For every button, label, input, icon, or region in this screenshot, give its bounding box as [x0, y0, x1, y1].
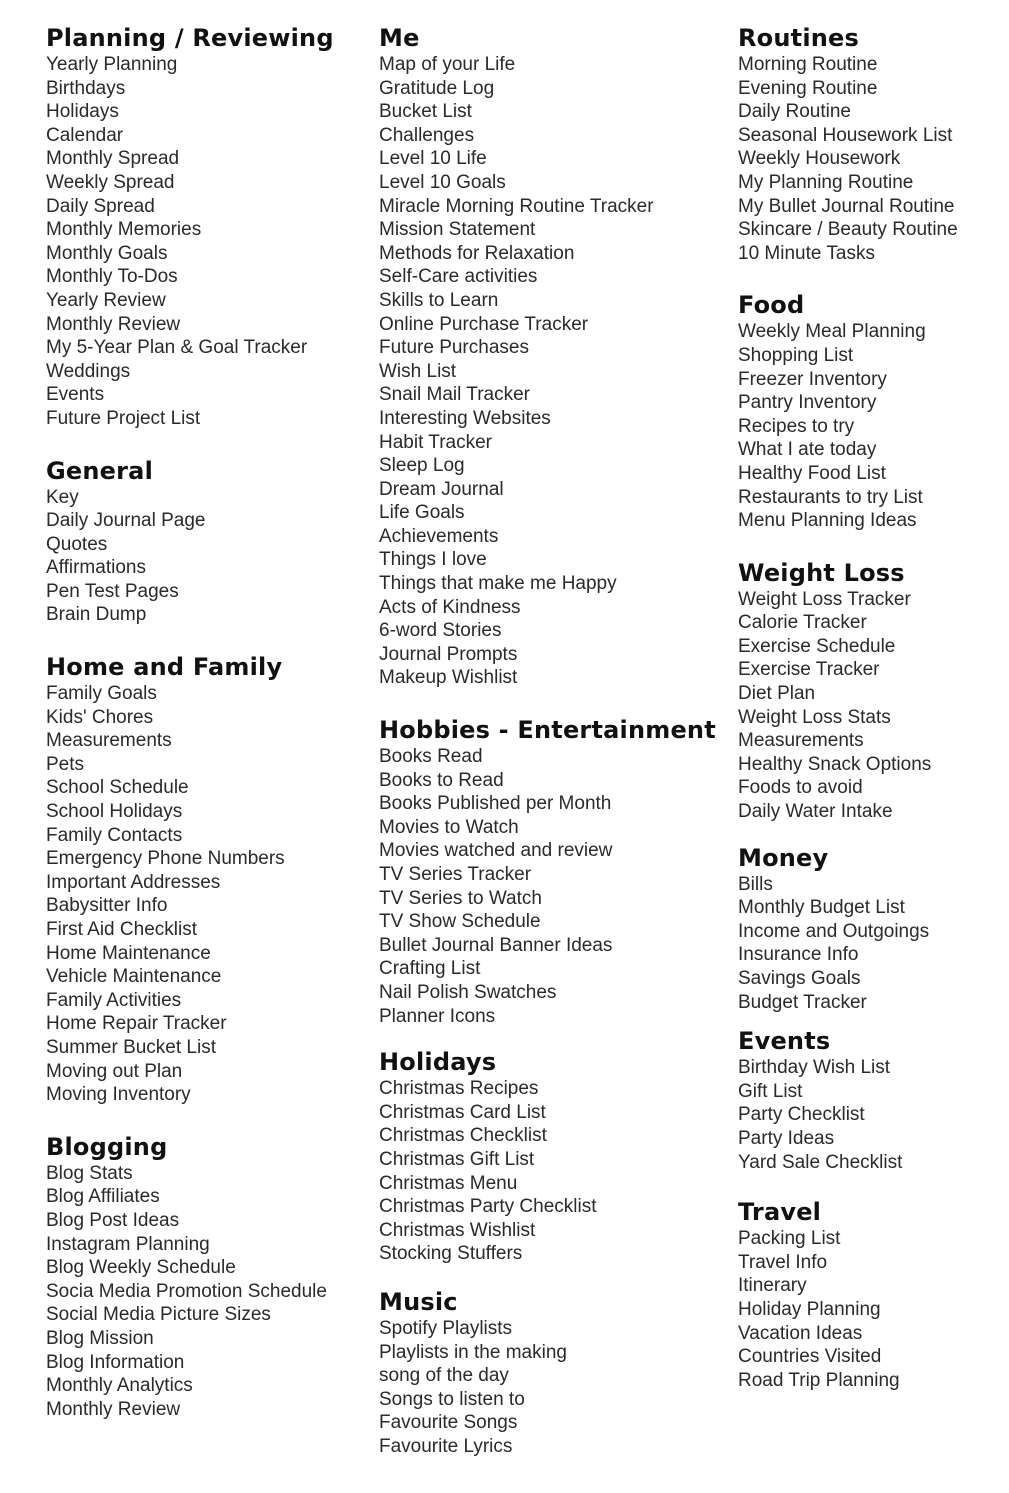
list-item: Yard Sale Checklist: [738, 1151, 903, 1173]
list-item: Makeup Wishlist: [379, 667, 518, 689]
list-item: Menu Planning Ideas: [738, 510, 917, 532]
list-item: Moving out Plan: [46, 1060, 183, 1082]
list-item: Crafting List: [379, 958, 481, 980]
section-blogging: [46, 1133, 386, 1422]
list-item: Brain Dump: [46, 604, 147, 626]
item-list: [738, 320, 1008, 532]
list-item: Favourite Lyrics: [379, 1435, 513, 1457]
list-item: Packing List: [738, 1228, 841, 1250]
list-item: Acts of Kindness: [379, 596, 521, 618]
list-item: Blog Mission: [46, 1327, 154, 1349]
list-item: Daily Routine: [738, 101, 851, 123]
section-heading: Me: [379, 24, 420, 52]
section-heading: Events: [738, 1027, 831, 1056]
list-item: Sleep Log: [379, 455, 465, 477]
list-item: Savings Goals: [738, 968, 861, 989]
list-item: My Bullet Journal Routine: [738, 195, 955, 217]
list-item: Babysitter Info: [46, 895, 168, 917]
list-item: Healthy Food List: [738, 462, 886, 484]
list-item: Songs to listen to: [379, 1388, 525, 1410]
item-list: [738, 53, 1008, 265]
list-item: Shopping List: [738, 344, 854, 366]
list-item: Wish List: [379, 360, 457, 382]
list-item: Pets: [46, 753, 85, 775]
list-item: Things that make me Happy: [379, 573, 617, 595]
section-routines: [738, 24, 1008, 265]
section-heading: Holidays: [379, 1048, 497, 1077]
list-item: Party Checklist: [738, 1104, 865, 1126]
list-item: Party Ideas: [738, 1127, 835, 1149]
list-item: Methods for Relaxation: [379, 242, 575, 264]
section-heading: Hobbies - Entertainment: [379, 716, 716, 745]
list-item: Weight Loss Stats: [738, 706, 891, 728]
list-item: Home Repair Tracker: [46, 1013, 227, 1035]
column-3: [738, 24, 1008, 1392]
section-weight-loss: [738, 559, 1008, 824]
list-item: Monthly Spread: [46, 148, 180, 170]
section-heading: Music: [379, 1287, 458, 1316]
list-item: Instagram Planning: [46, 1233, 210, 1255]
section-planning-reviewing: [46, 24, 386, 431]
list-item: Level 10 Goals: [379, 171, 506, 193]
list-item: Spotify Playlists: [379, 1317, 513, 1339]
list-item: Journal Prompts: [379, 643, 518, 665]
list-item: Monthly Review: [46, 313, 181, 335]
list-item: Important Addresses: [46, 871, 221, 893]
list-item: Interesting Websites: [379, 407, 551, 429]
list-item: Miracle Morning Routine Tracker: [379, 195, 654, 217]
section-heading: Money: [738, 843, 829, 872]
list-item: First Aid Checklist: [46, 919, 197, 940]
list-item: Pantry Inventory: [738, 392, 877, 414]
list-item: Favourite Songs: [379, 1412, 518, 1434]
section-money: [738, 844, 1008, 1015]
list-item: Budget Tracker: [738, 991, 867, 1013]
list-item: Calorie Tracker: [738, 612, 867, 634]
item-list: [46, 1162, 386, 1422]
list-item: Nail Polish Swatches: [379, 981, 557, 1003]
list-item: Diet Plan: [738, 683, 816, 705]
list-item: Daily Journal Page: [46, 510, 206, 532]
column-2: [379, 24, 719, 1458]
list-item: 6-word Stories: [379, 620, 502, 642]
list-item: Exercise Schedule: [738, 635, 896, 657]
list-item: Playlists in the making: [379, 1341, 567, 1363]
list-item: Blog Post Ideas: [46, 1209, 180, 1231]
list-item: Recipes to try: [738, 415, 855, 437]
list-item: Online Purchase Tracker: [379, 313, 589, 335]
list-item: Holiday Planning: [738, 1298, 881, 1320]
list-item: Quotes: [46, 533, 108, 555]
item-list: [46, 682, 386, 1107]
section-heading: Home and Family: [46, 653, 283, 682]
list-item: Vehicle Maintenance: [46, 966, 222, 988]
list-item: Future Project List: [46, 407, 201, 429]
list-item: My Planning Routine: [738, 171, 914, 193]
list-item: Daily Water Intake: [738, 801, 893, 823]
item-list: [379, 53, 719, 690]
list-item: TV Series Tracker: [379, 864, 532, 885]
list-item: Books Published per Month: [379, 793, 612, 815]
item-list: [379, 1077, 719, 1266]
list-item: 10 Minute Tasks: [738, 242, 875, 264]
list-item: Events: [46, 384, 105, 406]
list-item: TV Series to Watch: [379, 887, 542, 909]
section-events: [738, 1027, 1008, 1174]
list-item: Movies to Watch: [379, 816, 519, 838]
list-item: Kids' Chores: [46, 706, 154, 728]
section-heading: General: [46, 456, 153, 485]
list-item: Christmas Gift List: [379, 1148, 535, 1170]
column-1: [46, 24, 386, 1421]
list-item: Bills: [738, 873, 773, 895]
list-item: Challenges: [379, 124, 475, 146]
list-item: My 5-Year Plan & Goal Tracker: [46, 337, 308, 359]
list-item: Weekly Housework: [738, 148, 901, 170]
section-travel: [738, 1198, 1008, 1392]
section-heading: Weight Loss: [738, 558, 905, 587]
list-item: Restaurants to try List: [738, 486, 923, 508]
list-item: Measurements: [738, 730, 864, 752]
list-item: Measurements: [46, 730, 172, 752]
section-heading: Food: [738, 291, 805, 320]
list-item: Life Goals: [379, 502, 465, 524]
list-item: What I ate today: [738, 439, 877, 461]
list-item: Monthly Review: [46, 1398, 181, 1420]
list-item: Itinerary: [738, 1275, 807, 1297]
section-music: [379, 1288, 719, 1459]
list-item: Map of your Life: [379, 54, 516, 75]
list-item: Family Goals: [46, 683, 157, 705]
section-heading: Planning / Reviewing: [46, 24, 334, 52]
section-food: [738, 291, 1008, 532]
section-heading: Blogging: [46, 1132, 168, 1161]
list-item: Skincare / Beauty Routine: [738, 219, 958, 241]
list-item: Weekly Spread: [46, 171, 175, 193]
list-item: Christmas Checklist: [379, 1125, 547, 1147]
list-item: Skills to Learn: [379, 289, 499, 311]
list-item: Gratitude Log: [379, 77, 495, 99]
list-item: Healthy Snack Options: [738, 753, 932, 775]
list-item: Income and Outgoings: [738, 920, 930, 942]
list-item: Freezer Inventory: [738, 368, 887, 390]
list-item: Planner Icons: [379, 1005, 496, 1027]
item-list: [738, 1227, 1008, 1392]
list-item: Socia Media Promotion Schedule: [46, 1280, 327, 1302]
list-item: Blog Affiliates: [46, 1186, 160, 1208]
list-item: Mission Statement: [379, 219, 536, 241]
section-general: [46, 457, 386, 628]
item-list: [379, 745, 719, 1028]
list-item: Yearly Planning: [46, 54, 178, 75]
list-item: Emergency Phone Numbers: [46, 848, 285, 870]
list-item: Exercise Tracker: [738, 659, 880, 681]
list-item: Daily Spread: [46, 195, 155, 217]
section-holidays: [379, 1048, 719, 1266]
list-item: Self-Care activities: [379, 266, 538, 288]
list-item: TV Show Schedule: [379, 911, 541, 933]
section-hobbies-entertainment: [379, 716, 719, 1028]
list-item: Birthday Wish List: [738, 1057, 891, 1079]
list-item: Countries Visited: [738, 1346, 882, 1368]
list-item: Christmas Party Checklist: [379, 1196, 597, 1218]
list-item: Gift List: [738, 1080, 803, 1102]
list-item: Road Trip Planning: [738, 1369, 900, 1391]
list-item: Bullet Journal Banner Ideas: [379, 934, 613, 956]
list-item: Monthly Budget List: [738, 897, 905, 919]
section-me: [379, 24, 719, 690]
item-list: [738, 873, 1008, 1015]
list-item: Snail Mail Tracker: [379, 384, 530, 406]
list-item: Movies watched and review: [379, 840, 613, 862]
list-item: Christmas Card List: [379, 1101, 546, 1123]
item-list: [379, 1317, 719, 1459]
list-item: Blog Information: [46, 1351, 185, 1373]
list-item: Christmas Menu: [379, 1172, 518, 1194]
list-item: Monthly Analytics: [46, 1375, 193, 1397]
list-item: Summer Bucket List: [46, 1036, 216, 1058]
list-item: Social Media Picture Sizes: [46, 1304, 271, 1326]
section-heading: Travel: [738, 1198, 822, 1227]
list-item: song of the day: [379, 1365, 509, 1387]
list-item: Seasonal Housework List: [738, 124, 953, 146]
list-item: Key: [46, 486, 79, 508]
item-list: [46, 53, 386, 431]
list-item: Blog Weekly Schedule: [46, 1257, 236, 1279]
list-item: Weddings: [46, 360, 131, 382]
list-item: Morning Routine: [738, 54, 878, 75]
list-item: Holidays: [46, 101, 119, 123]
list-item: Monthly Memories: [46, 219, 202, 241]
list-item: School Holidays: [46, 801, 183, 823]
list-item: Moving Inventory: [46, 1084, 191, 1106]
list-item: Family Contacts: [46, 824, 183, 846]
list-item: Monthly Goals: [46, 242, 168, 264]
list-item: Birthdays: [46, 77, 126, 99]
list-item: Weekly Meal Planning: [738, 321, 926, 343]
list-item: Travel Info: [738, 1251, 828, 1273]
list-item: Calendar: [46, 124, 124, 146]
list-item: Things I love: [379, 549, 487, 571]
list-item: Bucket List: [379, 101, 472, 123]
list-item: Books Read: [379, 746, 483, 768]
list-item: Christmas Wishlist: [379, 1219, 536, 1241]
list-item: Evening Routine: [738, 77, 878, 99]
list-item: Pen Test Pages: [46, 580, 179, 602]
list-item: Affirmations: [46, 557, 146, 579]
list-item: Home Maintenance: [46, 942, 211, 964]
item-list: [738, 1056, 1008, 1174]
list-item: Family Activities: [46, 989, 182, 1011]
list-item: Habit Tracker: [379, 431, 492, 453]
section-heading: Routines: [738, 24, 860, 52]
list-item: Future Purchases: [379, 337, 529, 359]
list-item: Foods to avoid: [738, 777, 863, 799]
list-item: Level 10 Life: [379, 148, 487, 170]
list-item: Vacation Ideas: [738, 1322, 863, 1344]
item-list: [46, 486, 386, 628]
list-item: Weight Loss Tracker: [738, 588, 911, 610]
list-item: Monthly To-Dos: [46, 266, 178, 288]
list-item: Yearly Review: [46, 289, 166, 311]
list-item: Books to Read: [379, 769, 504, 791]
list-item: Achievements: [379, 525, 499, 547]
list-item: Dream Journal: [379, 478, 504, 500]
item-list: [738, 588, 1008, 824]
list-item: Insurance Info: [738, 944, 859, 966]
list-item: Stocking Stuffers: [379, 1243, 523, 1265]
list-item: School Schedule: [46, 777, 189, 799]
list-item: Christmas Recipes: [379, 1078, 539, 1100]
list-item: Blog Stats: [46, 1162, 133, 1184]
section-home-and-family: [46, 653, 386, 1107]
